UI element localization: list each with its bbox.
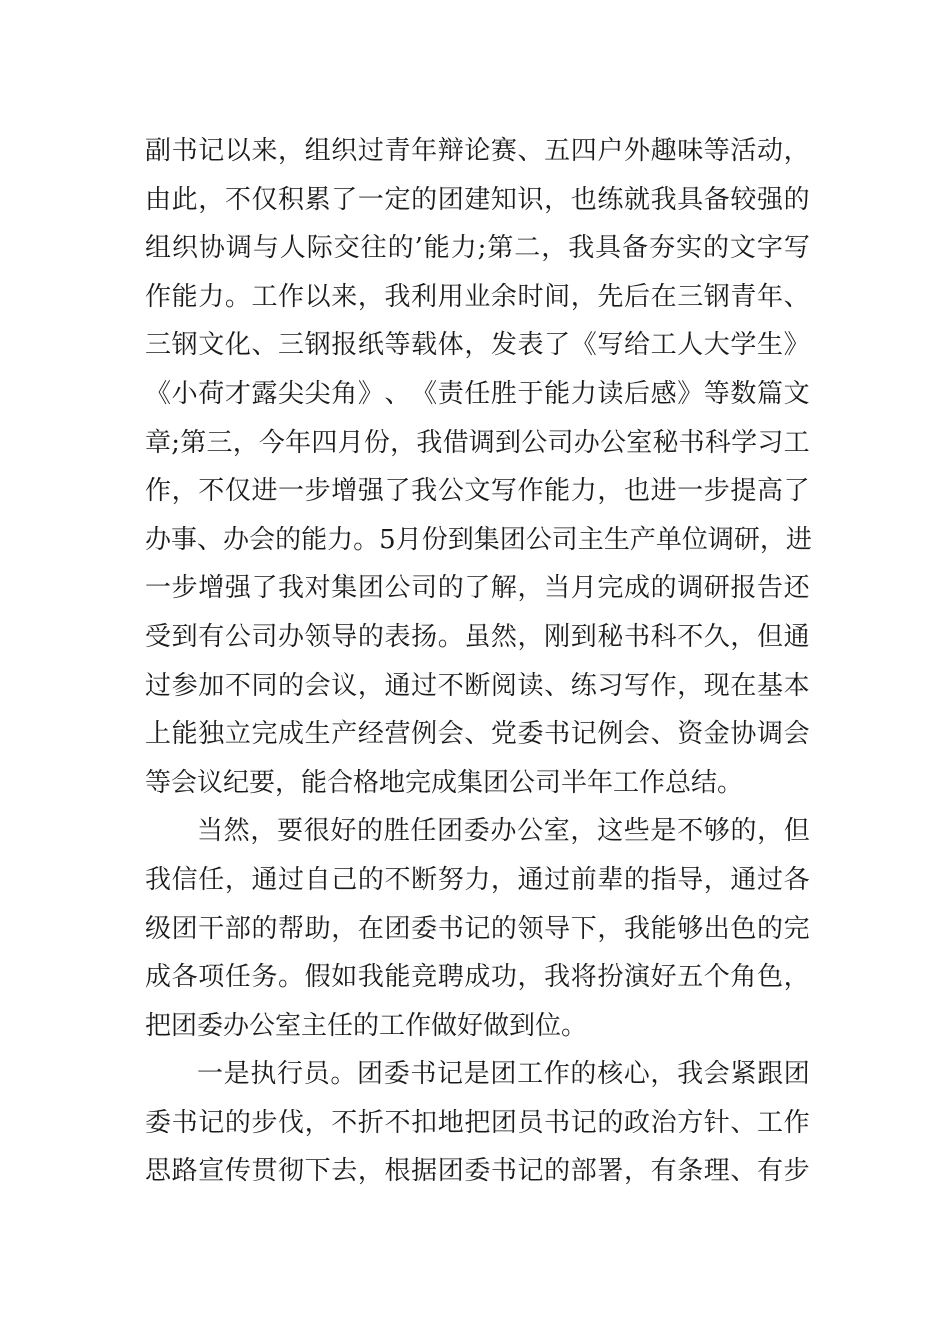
text-line: 副 书 记 以 来 ， 组 织 过 青 年 辩 论 赛 、 五 四 户 外 趣 味 等 活 动 ， bbox=[145, 136, 810, 166]
paragraph-end-line: 等会议纪要，能合格地完成集团公司半年工作总结。 bbox=[145, 767, 744, 798]
text-line: 组 织 协 调 与 人 际 交 往 的 ’ 能 力 ; 第 二 ， 我 具 备 夯 实 的 文 字 写 bbox=[145, 233, 810, 264]
text-line: 由 此 ， 不 仅 积 累 了 一 定 的 团 建 知 识 ， 也 练 就 我 具 备 较 强 的 bbox=[145, 184, 810, 215]
text-line: 受 到 有 公 司 办 领 导 的 表 扬 。 虽 然 ， 刚 到 秘 书 科 不 久 ， 但 通 bbox=[145, 621, 810, 652]
text-line: 过 参 加 不 同 的 会 议 ， 通 过 不 断 阅 读 、 练 习 写 作 ， 现 在 基 本 bbox=[145, 670, 810, 701]
text-line: 我 信 任 ， 通 过 自 己 的 不 断 努 力 ， 通 过 前 辈 的 指 导 ， 通 过 各 bbox=[145, 864, 810, 895]
text-line: 办 事 、 办 会 的 能 力 。 5 月 份 到 集 团 公 司 主 生 产 单 位 调 研 ， 进 bbox=[145, 524, 812, 555]
text-line: 章 ; 第 三 ， 今 年 四 月 份 ， 我 借 调 到 公 司 办 公 室 秘 书 科 学 习 工 bbox=[145, 427, 810, 458]
text-line: 作 ， 不 仅 进 一 步 增 强 了 我 公 文 写 作 能 力 ， 也 进 一 步 提 高 了 bbox=[145, 476, 810, 507]
text-line: 级 团 干 部 的 帮 助 ， 在 团 委 书 记 的 领 导 下 ， 我 能 够 出 色 的 完 bbox=[145, 913, 810, 944]
text-line: 成 各 项 任 务 。 假 如 我 能 竞 聘 成 功 ， 我 将 扮 演 好 五 个 角 色 ， bbox=[145, 962, 810, 993]
paragraph-end-line: 把团委办公室主任的工作做好做到位。 bbox=[145, 1010, 588, 1041]
text-line: 上 能 独 立 完 成 生 产 经 营 例 会 、 党 委 书 记 例 会 、 资 金 协 调 会 bbox=[145, 719, 810, 750]
paragraph-first-line: 一 是 执 行 员 。 团 委 书 记 是 团 工 作 的 核 心 ， 我 会 紧 跟 团 bbox=[197, 1059, 810, 1090]
text-line: 一 步 增 强 了 我 对 集 团 公 司 的 了 解 ， 当 月 完 成 的 调 研 报 告 还 bbox=[145, 573, 810, 604]
text-line: 三 钢 文 化 、 三 钢 报 纸 等 载 体 ， 发 表 了 《 写 给 工 人 大 学 生 》 bbox=[145, 330, 810, 361]
text-line: 作 能 力 。 工 作 以 来 ， 我 利 用 业 余 时 间 ， 先 后 在 三 钢 青 年 、 bbox=[145, 281, 810, 312]
text-line: 思 路 宣 传 贯 彻 下 去 ， 根 据 团 委 书 记 的 部 署 ， 有 条 理 、 有 步 bbox=[145, 1156, 810, 1187]
paragraph-first-line: 当 然 ， 要 很 好 的 胜 任 团 委 办 公 室 ， 这 些 是 不 够 的 ， 但 bbox=[197, 816, 810, 847]
body-text bbox=[145, 127, 810, 1196]
text-line: 委 书 记 的 步 伐 ， 不 折 不 扣 地 把 团 员 书 记 的 政 治 方 针 、 工 作 bbox=[145, 1107, 810, 1138]
text-line: 《 小 荷 才 露 尖 尖 角 》 、 《 责 任 胜 于 能 力 读 后 感 》 等 数 篇 文 bbox=[145, 378, 810, 409]
